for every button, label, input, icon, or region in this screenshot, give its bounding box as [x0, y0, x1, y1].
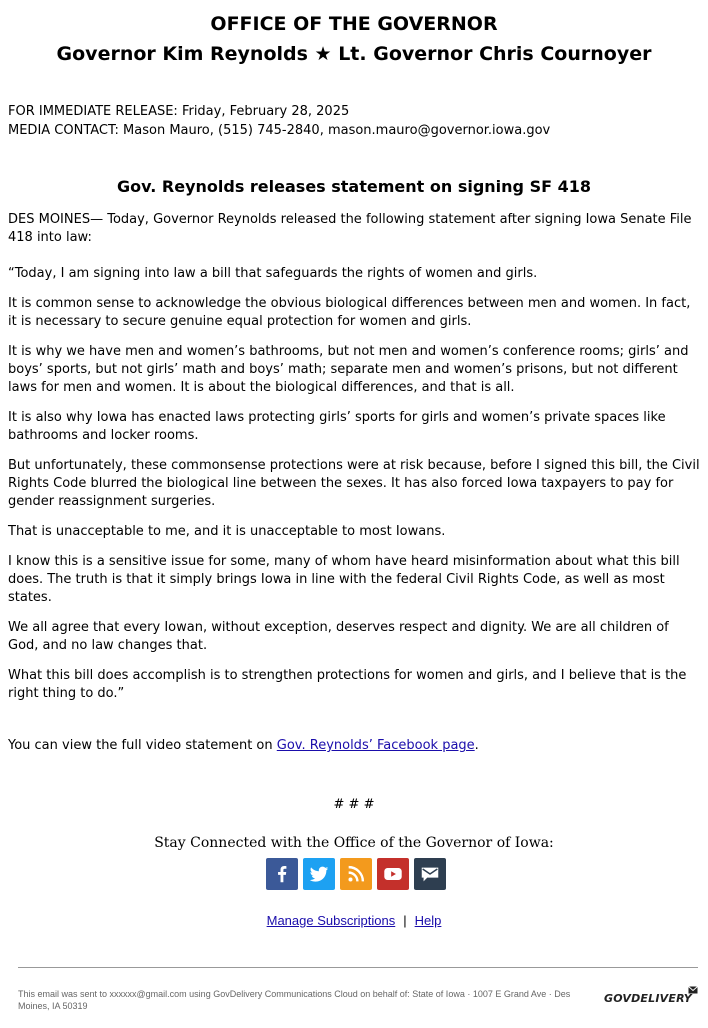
youtube-button[interactable]: [377, 858, 409, 890]
rss-icon: [345, 863, 367, 885]
video-suffix: .: [474, 738, 479, 753]
facebook-icon: [271, 863, 293, 885]
rss-button[interactable]: [340, 858, 372, 890]
help-link[interactable]: Help: [414, 913, 442, 928]
footer-divider: [18, 967, 698, 968]
intro-paragraph: DES MOINES— Today, Governor Reynolds released the following statement after signing Iowa Senate File 418 into law:: [8, 212, 692, 245]
statement-paragraph: It is common sense to acknowledge the obvious biological differences between men and women. In fact, it is necessary to secure genuine equal protection for women and girls.: [8, 296, 691, 329]
social-icons: [266, 858, 446, 890]
press-body: [8, 211, 700, 715]
stay-connected-text: Stay Connected with the Office of the Governor of Iowa:: [154, 835, 554, 851]
twitter-icon: [308, 863, 330, 885]
statement-paragraph: I know this is a sensitive issue for some, many of whom have heard misinformation about what this bill does. The truth is that it simply brings Iowa in line with the federal Civil Rights Code, as well as most states.: [8, 554, 680, 605]
twitter-button[interactable]: [303, 858, 335, 890]
statement-paragraph: We all agree that every Iowan, without exception, deserves respect and dignity. We are all children of God, and no law changes that.: [8, 620, 669, 653]
video-prefix: You can view the full video statement on: [8, 738, 277, 753]
facebook-page-link[interactable]: Gov. Reynolds’ Facebook page: [276, 738, 475, 753]
subscription-links: [0, 913, 708, 928]
facebook-button[interactable]: [266, 858, 298, 890]
email-button[interactable]: [414, 858, 446, 890]
statement-paragraph: It is why we have men and women’s bathrooms, but not men and women’s conference rooms; girls’ and boys’ sports, but not girls’ math and boys’ math; separate men and women’s prisons, but not different laws for men and women. It is about the biological differences, and that is all.: [8, 344, 689, 395]
email-icon: [419, 863, 441, 885]
footer-text: This email was sent to xxxxxx@gmail.com using GovDelivery Communications Cloud on behalf of: State of Iowa · 1007 E Grand Ave · Des Moines, IA 50319: [18, 989, 571, 1011]
youtube-icon: [382, 863, 404, 885]
governors-line: Governor Kim Reynolds ★ Lt. Governor Chris Cournoyer: [56, 43, 652, 65]
govdelivery-logo[interactable]: GOVDELIVERY: [604, 992, 692, 1005]
video-line: [8, 737, 479, 755]
media-contact: MEDIA CONTACT: Mason Mauro, (515) 745-2840, mason.mauro@governor.iowa.gov: [8, 123, 551, 138]
link-separator: |: [403, 913, 407, 928]
end-marks: # # #: [333, 797, 375, 812]
statement-paragraph: It is also why Iowa has enacted laws protecting girls’ sports for girls and women’s private spaces like bathrooms and locker rooms.: [8, 410, 666, 443]
press-headline: Gov. Reynolds releases statement on signing SF 418: [117, 177, 591, 196]
statement-paragraph: What this bill does accomplish is to strengthen protections for women and girls, and I believe that is the right thing to do.”: [8, 668, 687, 701]
manage-subscriptions-link[interactable]: Manage Subscriptions: [266, 913, 396, 928]
office-title: OFFICE OF THE GOVERNOR: [210, 13, 498, 35]
release-date: FOR IMMEDIATE RELEASE: Friday, February 28, 2025: [8, 104, 350, 119]
statement-paragraph: But unfortunately, these commonsense protections were at risk because, before I signed this bill, the Civil Rights Code blurred the biological line between the sexes. It has also forced Iowa taxpayers to pay for gender reassignment surgeries.: [8, 458, 700, 509]
release-meta: [8, 102, 550, 140]
statement-paragraph: That is unacceptable to me, and it is unacceptable to most Iowans.: [8, 524, 446, 539]
statement-paragraph: “Today, I am signing into law a bill that safeguards the rights of women and girls.: [8, 266, 538, 281]
